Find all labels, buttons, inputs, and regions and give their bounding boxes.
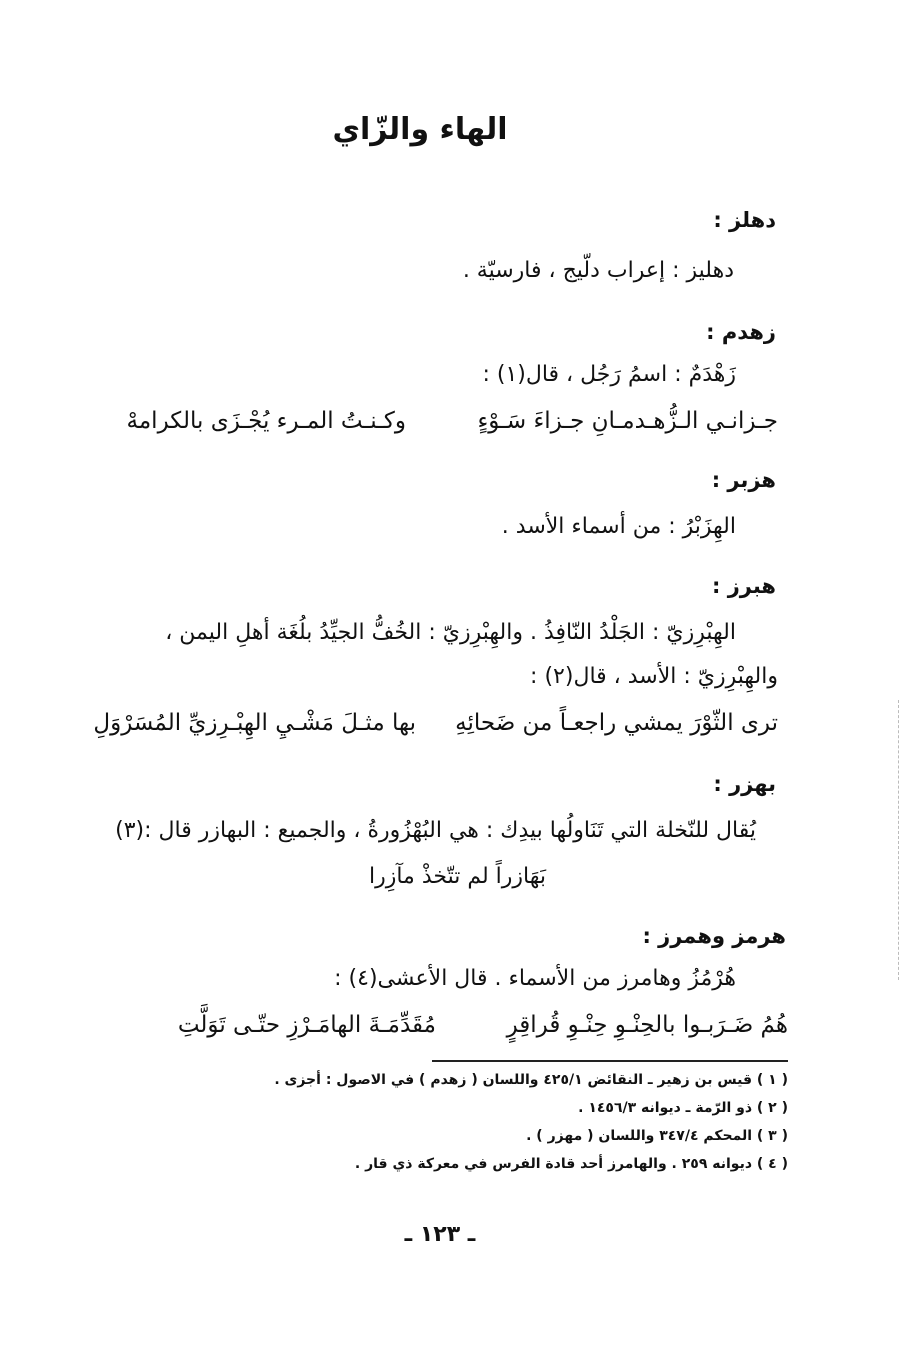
root-heading-hazbar: هزبر : [711, 468, 776, 492]
verse-hibriz-first-hemistich: ترى الثّوْرَ يمشي راجعـاً من ضَحائِهِ [455, 710, 778, 736]
footnote-3: ( ٣ ) المحكم ٣٤٧/٤ واللسان ( مهزر ) . [526, 1128, 788, 1144]
footnote-4: ( ٤ ) ديوانه ٢٥٩ . والهامرز أحد قادة الفرس في معركة ذي قار . [354, 1156, 788, 1172]
page-number: ـ ١٢٣ ـ [404, 1222, 476, 1247]
footnote-1: ( ١ ) قيس بن زهير ـ النقائض ٤٢٥/١ واللسان ( زهدم ) في الاصول : أجزى . [274, 1072, 788, 1088]
entry-dahliz: دهليز : إعراب دلّيج ، فارسيّة . [462, 258, 734, 283]
root-heading-bahzar: بهزر : [713, 772, 776, 796]
entry-hizabr: الهِزَبْرُ : من أسماء الأسد . [501, 514, 736, 539]
root-heading-zahdam: زهدم : [706, 320, 776, 344]
root-heading-harmaz: هرمز وهمرز : [642, 924, 786, 948]
footnote-separator [432, 1060, 788, 1062]
root-heading-habraz: هبرز : [712, 574, 776, 598]
entry-hurmuz: هُرْمُزُ وهامرز من الأسماء . قال الأعشى(٤) : [334, 966, 736, 991]
entry-buhzur-line1: يُقال للنّخلة التي تَنَاولُها بيدِك : هي البُهْزُورةُ ، والجميع : البهازر قال :(٣) [115, 818, 756, 843]
entry-buhzur-verse: بَهَازراً لم تتّخذْ مآزِرا [368, 864, 546, 889]
verse-hurmuz-second-hemistich: مُقَدِّمَـةَ الهامَـرْزِ حتّـى تَوَلَّتِ [177, 1012, 436, 1038]
page-edge-mark [898, 700, 899, 980]
footnote-2: ( ٢ ) ذو الرّمة ـ ديوانه ١٤٥٦/٣ . [578, 1100, 788, 1116]
root-heading-dahlaz: دهلز : [713, 208, 776, 232]
verse-zahdam-first-hemistich: جـزانـي الـزُّهـدمـانِ جـزاءَ سَـوْءٍ [477, 408, 778, 434]
verse-zahdam-second-hemistich: وكـنـتُ المـرء يُجْـزَى بالكرامهْ [126, 408, 406, 434]
entry-hibriz-line1: الهِبْرِزيّ : الجَلْدُ النّافِذُ . والهِبْرِزيّ : الخُفُّ الجيِّدُ بلُغَة أهلِ اليمن ، [165, 620, 736, 645]
page-title: الهاء والزّاي [332, 112, 508, 147]
entry-zahdam: زَهْدَمٌ : اسمُ رَجُل ، قال(١) : [482, 362, 736, 387]
verse-hurmuz-first-hemistich: هُمُ ضَـرَبـوا بالحِنْـوِ حِنْـوِ قُراقِرٍ [506, 1012, 788, 1038]
verse-hibriz-second-hemistich: بها مثـلَ مَشْـيِ الهِبْـرِزيِّ المُسَرْوَلِ [93, 710, 416, 736]
entry-hibriz-line2: والهِبْرِزيّ : الأسد ، قال(٢) : [530, 664, 778, 689]
